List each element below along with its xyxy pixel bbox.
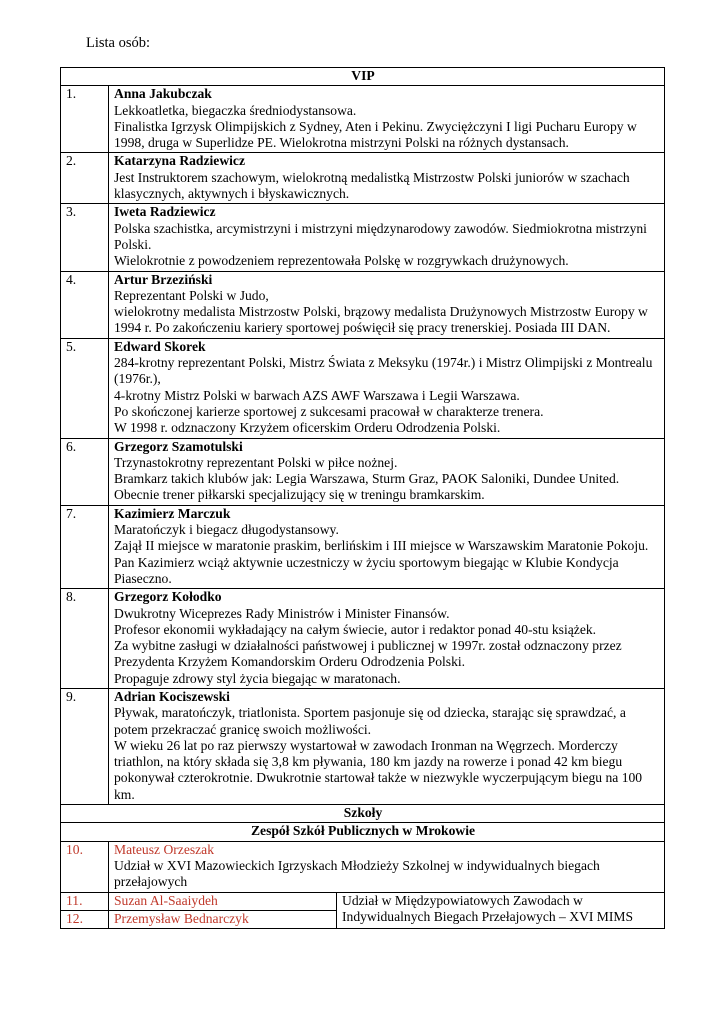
school-name-row (61, 823, 665, 841)
vip-cell (109, 86, 665, 153)
vip-description: W 1998 r. odznaczony Krzyżem oficerskim Orderu Odrodzenia Polski. (114, 420, 501, 436)
student-name: Mateusz Orzeszak (114, 841, 215, 857)
vip-name: Anna Jakubczak (114, 86, 212, 102)
vip-cell (109, 688, 665, 804)
persons-table (60, 67, 665, 929)
student-name: Suzan Al-Saaiydeh (109, 892, 337, 910)
vip-number: 1. (61, 86, 109, 153)
student-name: Przemysław Bednarczyk (109, 910, 337, 928)
vip-description: wielokrotny medalista Mistrzostw Polski, brązowy medalista Drużynowych Mistrzostw Europy w 1994 r. Po zakończeniu kariery sportowej poświęcił się pracy trenerskiej. Posiada III DAN. (114, 304, 648, 336)
vip-row (61, 505, 665, 588)
student-number: 10. (61, 841, 109, 892)
vip-row (61, 153, 665, 204)
vip-description: Pływak, maratończyk, triatlonista. Sportem pasjonuje się od dziecka, starając się sprawdzać, a potem przekraczać granicę swoich możliwości. (114, 705, 626, 737)
student-row (61, 841, 665, 892)
vip-name: Kazimierz Marczuk (114, 505, 231, 521)
vip-description: Finalistka Igrzysk Olimpijskich z Sydney, Aten i Pekinu. Zwyciężczyni I ligi Pucharu Europy w 1998, druga w Superlidze PE. Wielokrotna mistrzyni Polski na różnych dystansach. (114, 118, 637, 151)
vip-description: Po skończonej karierze sportowej z sukcesami pracował w charakterze trenera. (114, 403, 544, 419)
vip-cell (109, 204, 665, 271)
vip-name: Katarzyna Radziewicz (114, 153, 245, 169)
vip-header: VIP (61, 68, 665, 86)
vip-description: Jest Instruktorem szachowym, wielokrotną medalistką Mistrzostw Polski juniorów w szachach klasycznych, aktywnych i błyskawicznych. (114, 169, 630, 202)
vip-row (61, 204, 665, 271)
vip-number: 4. (61, 271, 109, 338)
schools-header: Szkoły (61, 805, 665, 823)
vip-description: Propaguje zdrowy styl życia biegając w maratonach. (114, 670, 401, 686)
vip-number: 8. (61, 589, 109, 689)
vip-description: Za wybitne zasługi w działalności państwowej i publicznej w 1997r. został odznaczony przez Prezydenta Krzyżem Komandorskim Orderu Odrodzenia Polski. (114, 638, 622, 670)
school-name: Zespół Szkół Publicznych w Mrokowie (61, 823, 665, 841)
vip-number: 9. (61, 688, 109, 804)
vip-cell (109, 589, 665, 689)
vip-row (61, 271, 665, 338)
student-number: 12. (61, 910, 109, 928)
vip-number: 3. (61, 204, 109, 271)
vip-description: Maratończyk i biegacz długodystansowy. (114, 522, 339, 538)
vip-cell (109, 438, 665, 505)
vip-description: Zajął II miejsce w maratonie praskim, berlińskim i III miejsce w Warszawskim Maratonie Pokoju. (114, 538, 649, 554)
vip-row (61, 86, 665, 153)
vip-cell (109, 153, 665, 204)
vip-name: Edward Skorek (114, 338, 206, 354)
student-number: 11. (61, 892, 109, 910)
shared-description: Udział w Międzypowiatowych Zawodach w Indywidualnych Biegach Przełajowych – XVI MIMS (337, 892, 665, 929)
vip-row (61, 589, 665, 689)
vip-row (61, 338, 665, 438)
vip-description: Pan Kazimierz wciąż aktywnie uczestniczy w życiu sportowym biegając w Klubie Kondycja Piaseczno. (114, 554, 619, 586)
vip-description: W wieku 26 lat po raz pierwszy wystartował w zawodach Ironman na Węgrzech. Morderczy triathlon, na który składa się 3,8 km pływania, 180 km jazdy na rowerze i ponad 42 km biegu pokonywał czterokrotnie. Dwukrotnie startował także w niezwykle wyczerpującym biegu na 100 km. (114, 737, 643, 802)
vip-description: Bramkarz takich klubów jak: Legia Warszawa, Sturm Graz, PAOK Saloniki, Dundee United. (114, 471, 620, 487)
vip-description: Profesor ekonomii wykładający na całym świecie, autor i redaktor ponad 40-stu książek. (114, 621, 597, 637)
schools-header-row (61, 805, 665, 823)
vip-cell (109, 271, 665, 338)
vip-row (61, 688, 665, 804)
vip-number: 5. (61, 338, 109, 438)
vip-description: 284-krotny reprezentant Polski, Mistrz Świata z Meksyku (1974r.) i Mistrz Olimpijski z Montrealu (1976r.), (114, 355, 653, 387)
vip-name: Iweta Radziewicz (114, 204, 216, 220)
vip-number: 6. (61, 438, 109, 505)
vip-number: 7. (61, 505, 109, 588)
vip-description: Wielokrotnie z powodzeniem reprezentowała Polskę w rozgrywkach drużynowych. (114, 253, 569, 269)
vip-name: Grzegorz Szamotulski (114, 438, 243, 454)
vip-name: Adrian Kociszewski (114, 688, 230, 704)
vip-description: Lekkoatletka, biegaczka średniodystansowa. (114, 102, 357, 118)
vip-name: Grzegorz Kołodko (114, 589, 222, 605)
vip-description: Dwukrotny Wiceprezes Rady Ministrów i Minister Finansów. (114, 605, 450, 621)
vip-description: Obecnie trener piłkarski specjalizujący się w treningu bramkarskim. (114, 487, 485, 503)
vip-cell (109, 505, 665, 588)
vip-cell (109, 338, 665, 438)
student-row (61, 892, 665, 910)
page-title: Lista osób: (86, 35, 151, 51)
vip-header-row (61, 68, 665, 86)
vip-name: Artur Brzeziński (114, 271, 213, 287)
student-cell (109, 841, 665, 892)
vip-description: Reprezentant Polski w Judo, (114, 287, 269, 303)
vip-row (61, 438, 665, 505)
vip-description: 4-krotny Mistrz Polski w barwach AZS AWF Warszawa i Legii Warszawa. (114, 387, 520, 403)
vip-number: 2. (61, 153, 109, 204)
vip-description: Trzynastokrotny reprezentant Polski w piłce nożnej. (114, 454, 398, 470)
vip-description: Polska szachistka, arcymistrzyni i mistrzyni międzynarodowy zawodów. Siedmiokrotna mistrzyni Polski. (114, 220, 647, 252)
student-description: Udział w XVI Mazowieckich Igrzyskach Młodzieży Szkolnej w indywidualnych biegach przełajowych (114, 857, 600, 890)
